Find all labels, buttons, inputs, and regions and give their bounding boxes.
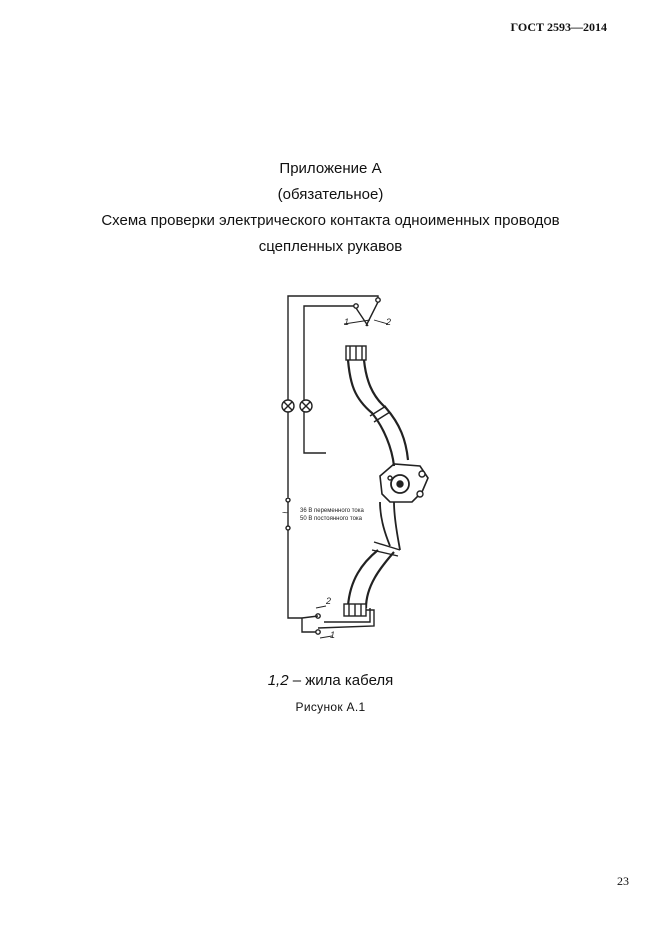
caption-text: жила кабеля — [305, 672, 394, 689]
label-2-bottom: 2 — [326, 596, 332, 606]
label-1-top: 1 — [344, 317, 350, 327]
standard-header: ГОСТ 2593—2014 — [510, 20, 607, 34]
wiring-diagram — [262, 288, 442, 648]
figure-caption — [0, 672, 661, 689]
voltage-ac-label: 36 В переменного тока — [300, 508, 364, 514]
outer-wire — [288, 296, 378, 618]
top-contact-1 — [354, 304, 358, 308]
lamp-right — [300, 400, 312, 412]
bottom-contact-1 — [316, 630, 320, 634]
appendix-heading: Приложение А — [279, 160, 382, 177]
appendix-title-line1: Схема проверки электрического контакта одноименных проводов — [101, 212, 560, 229]
power-contact-top — [286, 498, 290, 502]
page-number: 23 — [617, 874, 629, 888]
appendix-title-block — [0, 156, 661, 260]
figure-label: Рисунок А.1 — [295, 700, 366, 714]
label-1-bottom: 1 — [330, 630, 336, 640]
label-2-top: 2 — [386, 317, 392, 327]
lamp-left — [282, 400, 294, 412]
caption-dash: – — [288, 672, 306, 689]
top-contact-2 — [376, 298, 380, 302]
appendix-title-line2: сцепленных рукавов — [258, 238, 403, 255]
appendix-status: (обязательное) — [277, 186, 384, 203]
caption-numbers: 1,2 — [267, 672, 289, 689]
voltage-dc-label: 50 В постоянного тока — [300, 516, 362, 522]
power-contact-bottom — [286, 526, 290, 530]
power-source-symbol: ~ — [282, 508, 288, 519]
